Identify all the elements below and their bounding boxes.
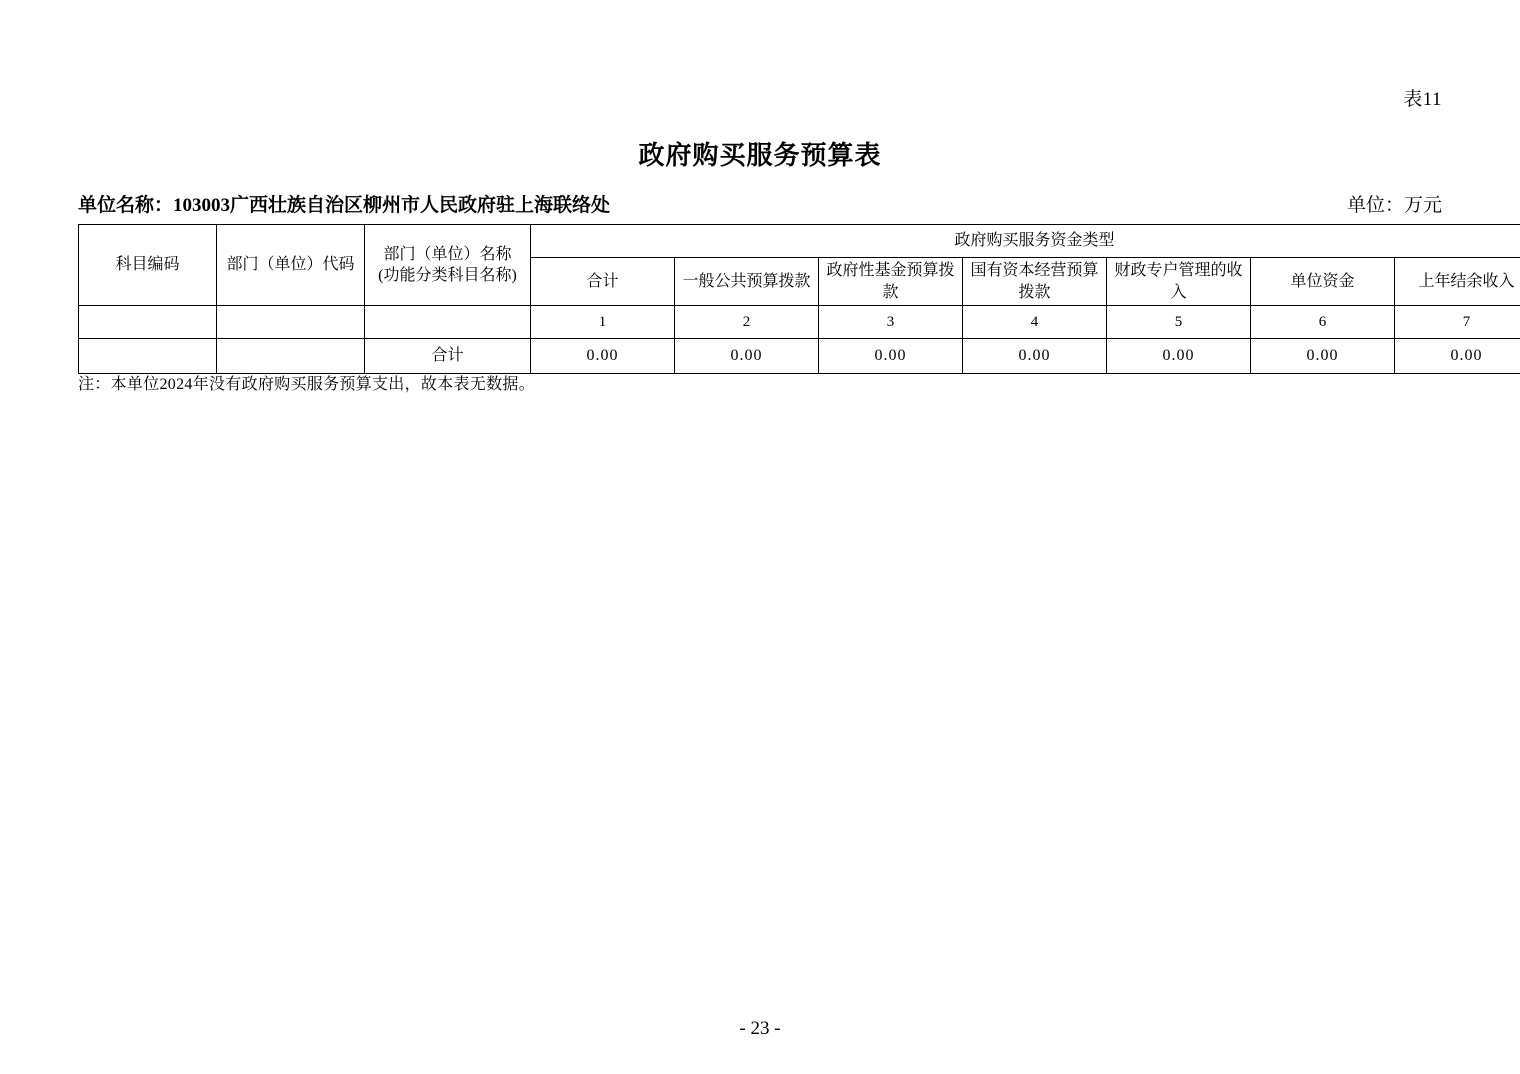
header-state-capital-budget: 国有资本经营预算拨款 xyxy=(963,258,1107,306)
table-column-number-row xyxy=(79,306,1520,339)
unit-measure: 单位：万元 xyxy=(1346,195,1442,216)
header-total: 合计 xyxy=(531,258,675,306)
header-unit-funds: 单位资金 xyxy=(1251,258,1395,306)
colnum-2: 2 xyxy=(675,306,819,339)
cell-subject-code xyxy=(79,339,217,374)
colnum-blank-3 xyxy=(365,306,531,339)
cell-dept-code xyxy=(217,339,365,374)
header-fund-type-group: 政府购买服务资金类型 xyxy=(531,225,1520,258)
header-gov-fund-budget: 政府性基金预算拨款 xyxy=(819,258,963,306)
colnum-3: 3 xyxy=(819,306,963,339)
colnum-blank-1 xyxy=(79,306,217,339)
cell-unit-funds: 0.00 xyxy=(1251,339,1395,374)
unit-name-value: 103003广西壮族自治区柳州市人民政府驻上海联络处 xyxy=(173,195,611,216)
header-prior-year-balance: 上年结余收入 xyxy=(1395,258,1520,306)
table-header-row-group xyxy=(79,225,1520,258)
colnum-6: 6 xyxy=(1251,306,1395,339)
colnum-1: 1 xyxy=(531,306,675,339)
cell-prior-year-balance: 0.00 xyxy=(1395,339,1520,374)
page-number: - 23 - xyxy=(739,1018,781,1039)
cell-fiscal-special-account: 0.00 xyxy=(1107,339,1251,374)
header-dept-name-line1: 部门（单位）名称 xyxy=(383,245,512,263)
header-subject-code: 科目编码 xyxy=(79,225,217,306)
colnum-7: 7 xyxy=(1395,306,1520,339)
header-dept-name-line2: (功能分类科目名称) xyxy=(378,267,517,285)
page-title: 政府购买服务预算表 xyxy=(638,141,882,170)
budget-table xyxy=(78,224,1520,374)
cell-state-capital-budget: 0.00 xyxy=(963,339,1107,374)
colnum-blank-2 xyxy=(217,306,365,339)
colnum-4: 4 xyxy=(963,306,1107,339)
header-dept-name xyxy=(365,225,531,306)
cell-total: 0.00 xyxy=(531,339,675,374)
header-general-public-budget: 一般公共预算拨款 xyxy=(675,258,819,306)
cell-gov-fund-budget: 0.00 xyxy=(819,339,963,374)
unit-name-label: 单位名称： xyxy=(78,195,174,216)
table-label: 表11 xyxy=(1403,89,1442,110)
colnum-5: 5 xyxy=(1107,306,1251,339)
meta-row xyxy=(78,190,1442,216)
header-dept-code: 部门（单位）代码 xyxy=(217,225,365,306)
cell-general-public-budget: 0.00 xyxy=(675,339,819,374)
table-row xyxy=(79,339,1520,374)
unit-name xyxy=(78,190,610,217)
cell-dept-name: 合计 xyxy=(365,339,531,374)
header-fiscal-special-account: 财政专户管理的收入 xyxy=(1107,258,1251,306)
table-note: 注：本单位2024年没有政府购买服务预算支出，故本表无数据。 xyxy=(78,376,536,393)
